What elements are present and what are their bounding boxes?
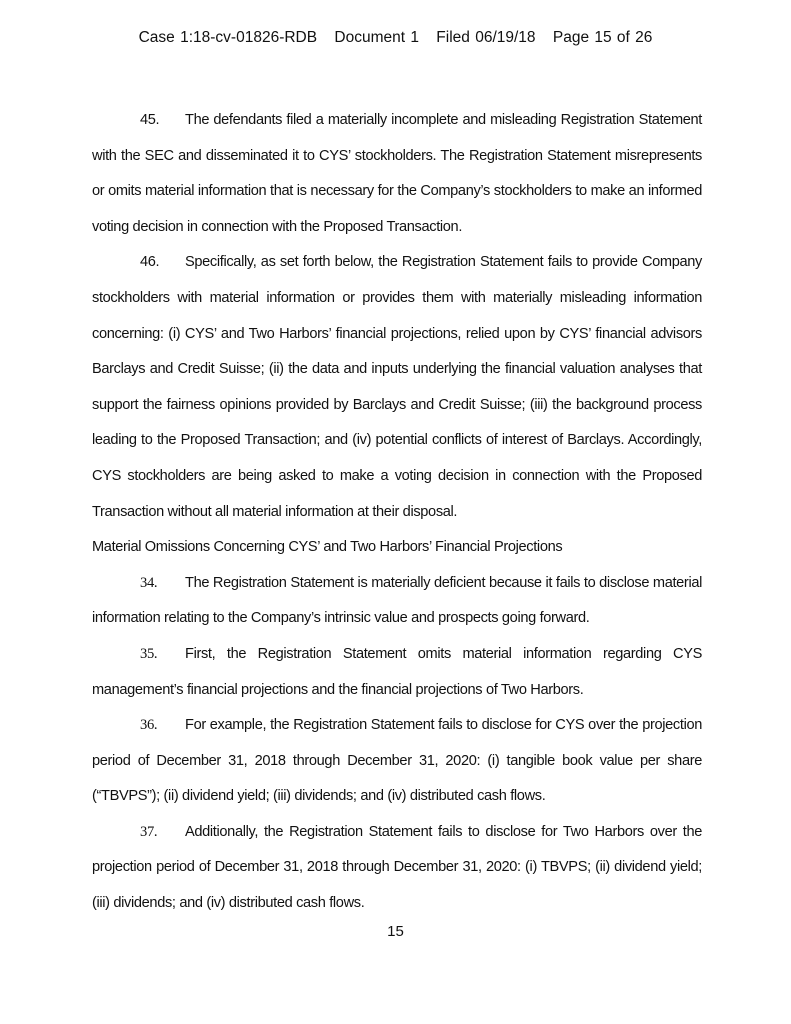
- paragraph-number: 45.: [140, 112, 160, 128]
- paragraph-37: [92, 815, 702, 922]
- paragraph-45: [92, 103, 702, 245]
- paragraph-text: For example, the Registration Statement fails to disclose for CYS over the projection period of December 31, 2018 through December 31, 2020: (i) tangible book value per share (“TBVPS”); (ii) dividend yield; (iii) dividends; and (iv) distributed cash flows.: [92, 717, 702, 805]
- paragraph-text: The defendants filed a materially incomplete and misleading Registration Statement with the SEC and disseminated it to CYS’ stockholders. The Registration Statement misrepresents or omits material information that is necessary for the Company’s stockholders to make an informed voting decision in connection with the Proposed Transaction.: [92, 112, 702, 235]
- case-header: [0, 29, 791, 47]
- paragraph-text: Specifically, as set forth below, the Registration Statement fails to provide Company stockholders with material information or provides them with materially misleading information concerning: (i) CYS’ and Two Harbors’ financial projections, relied upon by CYS’ financial advisors Barclays and Credit Suisse; (ii) the data and inputs underlying the financial valuation analyses that support the fairness opinions provided by Barclays and Credit Suisse; (iii) the background process leading to the Proposed Transaction; and (iv) potential conflicts of interest of Barclays. Accordingly, CYS stockholders are being asked to make a voting decision in connection with the Proposed Transaction without all material information at their disposal.: [92, 254, 702, 520]
- paragraph-number: 36.: [140, 717, 158, 734]
- paragraph-number: 34.: [140, 574, 158, 591]
- document-body: [92, 103, 702, 922]
- section-subheading: Material Omissions Concerning CYS’ and Two Harbors’ Financial Projections: [92, 539, 563, 556]
- paragraph-number: 35.: [140, 645, 158, 662]
- paragraph-34: [92, 566, 702, 637]
- page-number: 15: [387, 923, 404, 940]
- case-number: Case 1:18-cv-01826-RDB: [138, 29, 318, 46]
- paragraph-number: 46.: [140, 254, 160, 271]
- page-indicator: Page 15 of 26: [552, 29, 653, 46]
- document-number: Document 1: [334, 29, 419, 46]
- paragraph-text: Additionally, the Registration Statement fails to disclose for Two Harbors over the projection period of December 31, 2018 through December 31, 2020: (i) TBVPS; (ii) dividend yield; (iii) dividends; and (iv) distributed cash flows.: [92, 823, 702, 912]
- filed-date: Filed 06/19/18: [436, 29, 536, 46]
- paragraph-46: [92, 245, 702, 530]
- paragraph-35: [92, 637, 702, 708]
- paragraph-text: The Registration Statement is materially deficient because it fails to disclose material information relating to the Company’s intrinsic value and prospects going forward.: [92, 574, 702, 627]
- paragraph-text: First, the Registration Statement omits material information regarding CYS management’s financial projections and the financial projections of Two Harbors.: [92, 645, 702, 698]
- paragraph-36: [92, 708, 702, 815]
- paragraph-number: 37.: [140, 823, 158, 840]
